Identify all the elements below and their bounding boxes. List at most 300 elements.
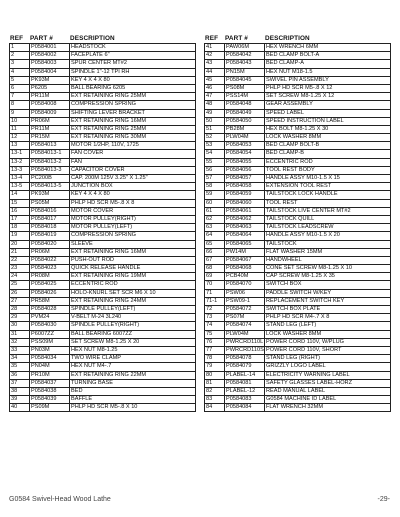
table-row (205, 314, 391, 322)
description-cell: SLEEVE (70, 241, 196, 248)
part-number-cell: P0584054 (225, 150, 265, 157)
part-number-cell: P0584056 (225, 167, 265, 174)
table-row (205, 347, 391, 355)
ref-cell: 32 (10, 339, 30, 346)
part-number-cell: P0584060 (225, 200, 265, 207)
part-number-cell: P0584067 (225, 257, 265, 264)
ref-cell: 49 (205, 110, 225, 117)
ref-cell: 80 (205, 372, 225, 379)
ref-cell: 83 (205, 396, 225, 403)
table-row (10, 232, 196, 240)
ref-cell: 25 (10, 281, 30, 288)
part-number-cell: P0584019 (30, 232, 70, 239)
table-row (10, 208, 196, 216)
part-number-cell: PN03M (30, 347, 70, 354)
ref-cell: 9 (10, 110, 30, 117)
description-cell: TOOL REST (265, 200, 391, 207)
part-number-cell: P0584025 (30, 281, 70, 288)
description-cell: TAILSTOCK QUILL (265, 216, 391, 223)
part-number-cell: P0584013-2 (30, 159, 70, 166)
description-cell: SET SCREW M8-1.25 X 20 (70, 339, 196, 346)
part-number-cell: P0584045 (225, 77, 265, 84)
description-cell: SWITCH BOX PLATE (265, 306, 391, 313)
table-row (10, 44, 196, 52)
table-row (10, 265, 196, 273)
ref-cell: 26 (10, 290, 30, 297)
description-cell: HEADSTOCK (70, 44, 196, 51)
part-number-cell: P0584050 (225, 118, 265, 125)
part-number-cell: PS05M (30, 200, 70, 207)
description-cell: SET SCREW M8-1.25 X 12 (265, 93, 391, 100)
description-cell: KEY 4 X 4 X 80 (70, 191, 196, 198)
ref-cell: 21 (10, 249, 30, 256)
ref-cell: 30 (10, 322, 30, 329)
part-number-cell: PK93M (30, 191, 70, 198)
part-number-cell: P0584026 (30, 290, 70, 297)
ref-cell: 66 (205, 249, 225, 256)
ref-cell: 12 (10, 134, 30, 141)
table-row (10, 273, 196, 281)
ref-cell: 13-2 (10, 159, 30, 166)
ref-cell: 71 (205, 290, 225, 297)
description-cell: TAILSTOCK LIVE CENTER MT#2 (265, 208, 391, 215)
description-cell: EXTENSION TOOL REST (265, 183, 391, 190)
table-row (205, 224, 391, 232)
table-row (205, 232, 391, 240)
part-number-cell: PLW04M (225, 134, 265, 141)
part-number-cell: P0584049 (225, 110, 265, 117)
part-number-cell: PR11M (30, 126, 70, 133)
table-row (205, 388, 391, 396)
table-row (205, 191, 391, 199)
description-cell: BALL BEARING 6205 (70, 85, 196, 92)
part-number-cell: P0584037 (30, 380, 70, 387)
table-row (205, 183, 391, 191)
part-number-cell: P0584034 (30, 355, 70, 362)
part-number-cell: PLABEL-12 (225, 388, 265, 395)
ref-cell: 61 (205, 208, 225, 215)
ref-cell: 8 (10, 101, 30, 108)
table-row (10, 404, 196, 412)
table-row (205, 167, 391, 175)
table-row (10, 388, 196, 396)
description-cell: CAP SCREW M8-1.25 X 35 (265, 273, 391, 280)
description-cell: LOCK WASHER 8MM (265, 134, 391, 141)
table-row (10, 298, 196, 306)
description-cell: PHLP HD SCR M5-.8 X 12 (265, 85, 391, 92)
table-row (10, 134, 196, 142)
table-row (10, 142, 196, 150)
description-cell: SPEED INSTRUCTION LABEL (265, 118, 391, 125)
table-row (10, 191, 196, 199)
ref-cell: 31 (10, 331, 30, 338)
ref-cell: 29 (10, 314, 30, 321)
description-cell: TAILSTOCK LEADSCREW (265, 224, 391, 231)
ref-cell: 81 (205, 380, 225, 387)
ref-cell: 62 (205, 216, 225, 223)
ref-cell: 27 (10, 298, 30, 305)
part-number-cell: P0584008 (30, 101, 70, 108)
description-cell: EXT RETAINING RING 25MM (70, 126, 196, 133)
table-row (205, 126, 391, 134)
description-cell: EXT RETAINING RING 19MM (70, 273, 196, 280)
table-row (10, 118, 196, 126)
part-number-cell: P0584070 (225, 281, 265, 288)
table-row (10, 224, 196, 232)
ref-cell: 48 (205, 101, 225, 108)
ref-cell: 13-1 (10, 150, 30, 157)
part-number-cell: PVM24 (30, 314, 70, 321)
description-cell: SAFETY GLASSES LABEL-HORZ (265, 380, 391, 387)
table-row (10, 322, 196, 330)
part-number-cell: P6205 (30, 85, 70, 92)
ref-cell: 13-4 (10, 175, 30, 182)
table-row (205, 249, 391, 257)
description-cell: CONE SET SCREW M8-1.25 X 10 (265, 265, 391, 272)
table-row (10, 126, 196, 134)
table-row (205, 380, 391, 388)
description-cell: PHLP HD SCR M5-.8 X 8 (70, 200, 196, 207)
description-cell: STAND LEG (LEFT) (265, 322, 391, 329)
ref-cell: 13-5 (10, 183, 30, 190)
table-row (205, 216, 391, 224)
description-cell: KEY 4 X 4 X 80 (70, 77, 196, 84)
description-cell: SHIFTING LEVER BRACKET (70, 110, 196, 117)
description-cell: BAFFLE (70, 396, 196, 403)
part-number-cell: P0584020 (30, 241, 70, 248)
table-row (205, 273, 391, 281)
table-row (10, 396, 196, 404)
description-cell: BED (70, 388, 196, 395)
column-header-left (9, 34, 196, 43)
description-cell: G0584 MACHINE ID LABEL (265, 396, 391, 403)
description-cell: MOTOR 1/2HP, 110V, 1725 (70, 142, 196, 149)
ref-cell: 11 (10, 126, 30, 133)
part-number-cell: P0584065 (225, 241, 265, 248)
table-row (205, 339, 391, 347)
table-row (205, 290, 391, 298)
ref-cell: 76 (205, 339, 225, 346)
description-cell: SPINDLE PULLEY(RIGHT) (70, 322, 196, 329)
ref-cell: 19 (10, 232, 30, 239)
table-row (205, 306, 391, 314)
description-cell: READ MANUAL LABEL (265, 388, 391, 395)
description-cell: PHLP HD SCR M5-.8 X 10 (70, 404, 196, 411)
ref-cell: 23 (10, 265, 30, 272)
header-part: PART # (225, 35, 248, 42)
ref-cell: 52 (205, 134, 225, 141)
table-row (10, 380, 196, 388)
description-cell: POWER CORD 110V, SHORT (265, 347, 391, 354)
table-row (205, 372, 391, 380)
part-number-cell: PSW09-1 (225, 298, 265, 305)
ref-cell: 72 (205, 306, 225, 313)
ref-cell: 59 (205, 191, 225, 198)
table-row (205, 69, 391, 77)
ref-cell: 22 (10, 257, 30, 264)
description-cell: EXT RETAINING RING 24MM (70, 298, 196, 305)
part-number-cell: P0584057 (225, 175, 265, 182)
table-row (10, 77, 196, 85)
ref-cell: 63 (205, 224, 225, 231)
table-row (10, 257, 196, 265)
part-number-cell: P0584058 (225, 183, 265, 190)
part-number-cell: P0584013 (30, 142, 70, 149)
ref-cell: 24 (10, 273, 30, 280)
ref-cell: 47 (205, 93, 225, 100)
part-number-cell: P0584002 (30, 52, 70, 59)
ref-cell: 56 (205, 167, 225, 174)
part-number-cell: PN15M (225, 69, 265, 76)
part-number-cell: P0584053 (225, 142, 265, 149)
description-cell: PHLP HD SCR M4-.7 X 8 (265, 314, 391, 321)
part-number-cell: P0584009 (30, 110, 70, 117)
description-cell: GRIZZLY LOGO LABEL (265, 363, 391, 370)
description-cell: GEAR ASSEMBLY (265, 101, 391, 108)
part-number-cell: P0584068 (225, 265, 265, 272)
part-number-cell: PCB40M (225, 273, 265, 280)
part-number-cell: PS08M (225, 85, 265, 92)
description-cell: MOTOR PULLEY(RIGHT) (70, 216, 196, 223)
table-row (10, 290, 196, 298)
ref-cell: 10 (10, 118, 30, 125)
ref-cell: 45 (205, 77, 225, 84)
ref-cell: 13 (10, 142, 30, 149)
description-cell: BED CLAMP-A (265, 60, 391, 67)
description-cell: SWIVEL PIN ASSEMBLY (265, 77, 391, 84)
part-number-cell: P0584064 (225, 232, 265, 239)
description-cell: LOCK WASHER 8MM (265, 331, 391, 338)
ref-cell: 35 (10, 363, 30, 370)
part-number-cell: P0584023 (30, 265, 70, 272)
ref-cell: 82 (205, 388, 225, 395)
ref-cell: 65 (205, 241, 225, 248)
part-number-cell: PB28M (225, 126, 265, 133)
description-cell: EXT RETAINING RING 25MM (70, 93, 196, 100)
table-row (10, 249, 196, 257)
ref-cell: 68 (205, 265, 225, 272)
ref-cell: 64 (205, 232, 225, 239)
part-number-cell: PLW04M (225, 331, 265, 338)
description-cell: BED CLAMP-B (265, 150, 391, 157)
table-row (205, 142, 391, 150)
part-number-cell: PR58M (30, 298, 70, 305)
description-cell: FLAT WRENCH 32MM (265, 404, 391, 411)
header-description: DESCRIPTION (265, 35, 310, 42)
ref-cell: 71-1 (205, 298, 225, 305)
part-number-cell: P0584059 (225, 191, 265, 198)
description-cell: STAND LEG (RIGHT) (265, 355, 391, 362)
description-cell: PUSH-OUT ROD (70, 257, 196, 264)
table-row (10, 200, 196, 208)
table-row (10, 175, 196, 183)
description-cell: TURNING BASE (70, 380, 196, 387)
table-row (205, 110, 391, 118)
ref-cell: 15 (10, 200, 30, 207)
description-cell: POWER CORD 110V, W/PLUG (265, 339, 391, 346)
part-number-cell: P0584084 (225, 404, 265, 411)
table-row (10, 331, 196, 339)
ref-cell: 4 (10, 69, 30, 76)
description-cell: BED CLAMP BOLT-A (265, 52, 391, 59)
table-row (205, 159, 391, 167)
table-row (205, 200, 391, 208)
ref-cell: 36 (10, 372, 30, 379)
ref-cell: 58 (205, 183, 225, 190)
part-number-cell: P0584048 (225, 101, 265, 108)
description-cell: FACEPLATE 6" (70, 52, 196, 59)
table-row (10, 363, 196, 371)
description-cell: HEX BOLT M8-1.25 X 30 (265, 126, 391, 133)
table-row (10, 281, 196, 289)
ref-cell: 34 (10, 355, 30, 362)
ref-cell: 69 (205, 273, 225, 280)
part-number-cell: P0584062 (225, 216, 265, 223)
part-number-cell: P0584013-3 (30, 167, 70, 174)
parts-column-right (204, 34, 391, 412)
ref-cell: 55 (205, 159, 225, 166)
part-number-cell: PR11M (30, 93, 70, 100)
table-row (205, 298, 391, 306)
ref-cell: 43 (205, 60, 225, 67)
part-number-cell: PN04M (30, 363, 70, 370)
table-row (10, 110, 196, 118)
description-cell: HANDWHEEL (265, 257, 391, 264)
description-cell: EXT RETAINING RING 30MM (70, 134, 196, 141)
table-row (205, 118, 391, 126)
description-cell: SPEED LABEL (265, 110, 391, 117)
ref-cell: 51 (205, 126, 225, 133)
table-row (10, 339, 196, 347)
description-cell: HEX NUT M4-.7 (70, 363, 196, 370)
part-number-cell: P0584074 (225, 322, 265, 329)
description-cell: SPUR CENTER MT#2 (70, 60, 196, 67)
parts-column-left (9, 34, 196, 412)
part-number-cell: P0584004 (30, 69, 70, 76)
table-row (205, 404, 391, 412)
ref-cell: 20 (10, 241, 30, 248)
part-number-cell: PR06M (30, 249, 70, 256)
description-cell: PADDLE SWITCH W/KEY (265, 290, 391, 297)
ref-cell: 73 (205, 314, 225, 321)
description-cell: ELECTRICITY WARNING LABEL (265, 372, 391, 379)
ref-cell: 17 (10, 216, 30, 223)
part-number-cell: P0584018 (30, 224, 70, 231)
table-row (10, 60, 196, 68)
parts-table-right (204, 43, 391, 412)
part-number-cell: PW14M (225, 249, 265, 256)
ref-cell: 6 (10, 85, 30, 92)
description-cell: HANDLE ASSY M10-1.5 X 15 (265, 175, 391, 182)
ref-cell: 39 (10, 396, 30, 403)
description-cell: SPINDLE PULLEY(LEFT) (70, 306, 196, 313)
ref-cell: 7 (10, 93, 30, 100)
description-cell: COMPRESSION SPRING (70, 232, 196, 239)
part-number-cell: PC200B (30, 175, 70, 182)
ref-cell: 13-3 (10, 167, 30, 174)
table-row (10, 314, 196, 322)
table-row (205, 363, 391, 371)
description-cell: TAILSTOCK (265, 241, 391, 248)
ref-cell: 42 (205, 52, 225, 59)
description-cell: TAILSTOCK LOCK HANDLE (265, 191, 391, 198)
description-cell: ECCENTRIC ROD (70, 281, 196, 288)
part-number-cell: P0584003 (30, 60, 70, 67)
part-number-cell: P0584083 (225, 396, 265, 403)
ref-cell: 57 (205, 175, 225, 182)
ref-cell: 46 (205, 85, 225, 92)
description-cell: SWITCH BOX (265, 281, 391, 288)
ref-cell: 75 (205, 331, 225, 338)
table-row (10, 355, 196, 363)
description-cell: TOOL REST BODY (265, 167, 391, 174)
footer-title: G0584 Swivel-Head Wood Lathe (9, 496, 111, 503)
description-cell: SPINDLE 1"-12 TPI RH (70, 69, 196, 76)
table-row (205, 396, 391, 404)
table-row (205, 208, 391, 216)
part-number-cell: P0584043 (225, 60, 265, 67)
part-number-cell: P0584055 (225, 159, 265, 166)
table-row (10, 241, 196, 249)
ref-cell: 16 (10, 208, 30, 215)
description-cell: REPLACEMENT SWITCH KEY (265, 298, 391, 305)
ref-cell: 67 (205, 257, 225, 264)
table-row (205, 331, 391, 339)
part-number-cell: P0584013-5 (30, 183, 70, 190)
description-cell: MOTOR PULLEY(LEFT) (70, 224, 196, 231)
ref-cell: 53 (205, 142, 225, 149)
description-cell: HEX NUT M18-1.5 (265, 69, 391, 76)
part-number-cell: PSW06 (225, 290, 265, 297)
part-number-cell: P0584063 (225, 224, 265, 231)
part-number-cell: PSS14M (225, 93, 265, 100)
part-number-cell: P0584017 (30, 216, 70, 223)
table-row (10, 52, 196, 60)
parts-table-left (9, 43, 196, 412)
header-part: PART # (30, 35, 53, 42)
description-cell: EXT RETAINING RING 22MM (70, 372, 196, 379)
part-number-cell: PS09M (30, 404, 70, 411)
page-number: -29- (377, 496, 390, 503)
part-number-cell: P0584042 (225, 52, 265, 59)
table-row (205, 281, 391, 289)
part-number-cell: PAW06M (225, 44, 265, 51)
part-number-cell: P0584038 (30, 388, 70, 395)
ref-cell: 18 (10, 224, 30, 231)
table-row (10, 93, 196, 101)
part-number-cell: PR06M (30, 118, 70, 125)
table-row (205, 322, 391, 330)
table-row (205, 257, 391, 265)
description-cell: FLAT WASHER 15MM (265, 249, 391, 256)
part-number-cell: PSS09M (30, 339, 70, 346)
part-number-cell: P0584072 (225, 306, 265, 313)
table-row (205, 150, 391, 158)
description-cell: FAN (70, 159, 196, 166)
description-cell: COMPRESSION SPRING (70, 101, 196, 108)
ref-cell: 50 (205, 118, 225, 125)
ref-cell: 38 (10, 388, 30, 395)
part-number-cell: P0584081 (225, 380, 265, 387)
ref-cell: 1 (10, 44, 30, 51)
table-row (10, 306, 196, 314)
part-number-cell: P0584013-1 (30, 150, 70, 157)
part-number-cell: P0584061 (225, 208, 265, 215)
table-row (10, 183, 196, 191)
part-number-cell: P0584078 (225, 355, 265, 362)
ref-cell: 84 (205, 404, 225, 411)
ref-cell: 28 (10, 306, 30, 313)
